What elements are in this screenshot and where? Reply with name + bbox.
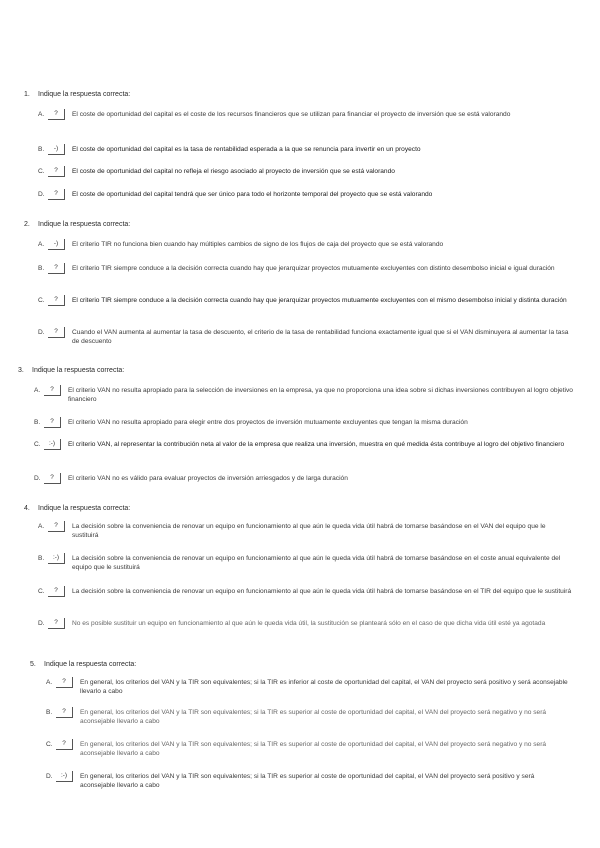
option-text: El criterio VAN no resulta apropiado para la selección de inversiones en la empresa, ya que no proporciona una idea sobre si dichas inversiones contribuyen al logro objetivo financiero bbox=[68, 387, 573, 404]
answer-mark: ? bbox=[48, 521, 65, 532]
question-title bbox=[24, 90, 130, 99]
question-number: 4. bbox=[24, 505, 30, 512]
answer-mark: ? bbox=[48, 586, 65, 597]
option-letter: C. bbox=[38, 168, 45, 175]
answer-mark: ? bbox=[56, 707, 73, 718]
option-letter: C. bbox=[34, 441, 41, 448]
option-letter: C. bbox=[46, 741, 53, 748]
answer-mark: ? bbox=[48, 263, 65, 274]
answer-mark: ? bbox=[48, 618, 65, 629]
option-text: El coste de oportunidad del capital es la tasa de rentabilidad esperada a la que se renuncia para invertir en un proyecto bbox=[72, 146, 421, 153]
option-text: En general, los criterios del VAN y la TIR son equivalentes; si la TIR es superior al coste de oportunidad del capital, el VAN del proyecto será negativo y no será aconsejable llevarlo a cabo bbox=[80, 741, 547, 758]
option-letter: B. bbox=[38, 146, 45, 153]
question-text: Indique la respuesta correcta: bbox=[44, 661, 137, 668]
option-letter: C. bbox=[38, 588, 45, 595]
answer-mark: -) bbox=[48, 144, 65, 155]
option-letter: A. bbox=[34, 387, 41, 394]
answer-mark: ? bbox=[48, 109, 65, 120]
option-letter: A. bbox=[38, 523, 45, 530]
question-text: Indique la respuesta correcta: bbox=[32, 367, 125, 374]
option-text: El criterio TIR siempre conduce a la decisión correcta cuando hay que jerarquizar proyectos mutuamente excluyentes con el mismo desembolso inicial y distinta duración bbox=[72, 297, 567, 304]
answer-mark: ? bbox=[48, 327, 65, 338]
answer-mark: :-) bbox=[48, 553, 65, 564]
answer-mark: ? bbox=[44, 417, 61, 428]
option-text: El coste de oportunidad del capital es el coste de los recursos financieros que se utilizan para financiar el proyecto de inversión que se está valorando bbox=[72, 111, 511, 118]
question-text: Indique la respuesta correcta: bbox=[38, 505, 131, 512]
answer-mark: ? bbox=[56, 739, 73, 750]
option-text: El criterio TIR no funciona bien cuando hay múltiples cambios de signo de los flujos de caja del proyecto que se está valorando bbox=[72, 241, 444, 248]
option-letter: D. bbox=[38, 191, 45, 198]
option-text: Cuando el VAN aumenta al aumentar la tasa de descuento, el criterio de la tasa de rentabilidad funciona exactamente igual que si el VAN disminuyera al aumentar la tasa de descuento bbox=[72, 329, 569, 346]
option-text: El criterio VAN, al representar la contribución neta al valor de la empresa que realiza una inversión, muestra en qué medida ésta contribuye al logro del objetivo financiero bbox=[68, 441, 565, 448]
option-letter: D. bbox=[38, 329, 45, 336]
question-number: 1. bbox=[24, 91, 30, 98]
answer-mark: ? bbox=[48, 295, 65, 306]
option-text: El coste de oportunidad del capital tendrá que ser único para todo el horizonte temporal del proyecto que se está valorando bbox=[72, 191, 433, 198]
option-letter: A. bbox=[38, 241, 45, 248]
option-letter: B. bbox=[38, 555, 45, 562]
option-text: En general, los criterios del VAN y la TIR son equivalentes; si la TIR es superior al coste de oportunidad del capital, el VAN del proyecto será positivo y será aconsejable llevarlo a cabo bbox=[80, 773, 535, 790]
option-text: En general, los criterios del VAN y la TIR son equivalentes; si la TIR es superior al coste de oportunidad del capital, el VAN del proyecto será negativo y no será aconsejable llevarlo a cabo bbox=[80, 709, 547, 726]
option-text: El criterio VAN no es válido para evaluar proyectos de inversión arriesgados y de larga duración bbox=[68, 475, 348, 482]
question-title bbox=[18, 366, 124, 375]
option-text: El coste de oportunidad del capital no refleja el riesgo asociado al proyecto de inversión que se está valorando bbox=[72, 168, 395, 175]
option-letter: B. bbox=[34, 419, 41, 426]
answer-mark: ? bbox=[44, 385, 61, 396]
question-title bbox=[30, 660, 136, 669]
question-number: 3. bbox=[18, 367, 24, 374]
option-letter: C. bbox=[38, 297, 45, 304]
option-letter: A. bbox=[46, 679, 53, 686]
option-letter: D. bbox=[38, 620, 45, 627]
question-title bbox=[24, 220, 130, 229]
question-text: Indique la respuesta correcta: bbox=[38, 91, 131, 98]
answer-mark: :-) bbox=[44, 439, 61, 450]
answer-mark: :-) bbox=[56, 771, 73, 782]
option-text: El criterio TIR siempre conduce a la decisión correcta cuando hay que jerarquizar proyectos mutuamente excluyentes con distinto desembolso inicial e igual duración bbox=[72, 265, 555, 272]
question-title bbox=[24, 504, 130, 513]
option-letter: D. bbox=[34, 475, 41, 482]
option-text: La decisión sobre la conveniencia de renovar un equipo en funcionamiento al que aún le queda vida útil habrá de tomarse basándose en el coste anual equivalente del equipo que le sustituirá bbox=[72, 555, 561, 572]
option-letter: B. bbox=[46, 709, 53, 716]
option-letter: A. bbox=[38, 111, 45, 118]
option-letter: D. bbox=[46, 773, 53, 780]
answer-mark: ? bbox=[56, 677, 73, 688]
option-text: La decisión sobre la conveniencia de renovar un equipo en funcionamiento al que aún le queda vida útil habrá de tomarse basándose en el TIR del equipo que le sustituirá bbox=[72, 588, 572, 595]
option-text: El criterio VAN no resulta apropiado para elegir entre dos proyectos de inversión mutuamente excluyentes que tengan la misma duración bbox=[68, 419, 468, 426]
option-text: No es posible sustituir un equipo en funcionamiento al que aún le queda vida útil, la sustitución se planteará sólo en el caso de que dicha vida útil esté ya agotada bbox=[72, 620, 546, 627]
question-number: 2. bbox=[24, 221, 30, 228]
answer-mark: -) bbox=[48, 239, 65, 250]
question-number: 5. bbox=[30, 661, 36, 668]
answer-mark: ? bbox=[48, 166, 65, 177]
question-text: Indique la respuesta correcta: bbox=[38, 221, 131, 228]
option-text: La decisión sobre la conveniencia de renovar un equipo en funcionamiento al que aún le queda vida útil habrá de tomarse basándose en el VAN del equipo que le sustituirá bbox=[72, 523, 546, 540]
option-letter: B. bbox=[38, 265, 45, 272]
answer-mark: ? bbox=[44, 473, 61, 484]
answer-mark: ? bbox=[48, 189, 65, 200]
option-text: En general, los criterios del VAN y la TIR son equivalentes; si la TIR es inferior al coste de oportunidad del capital, el VAN del proyecto será positivo y será aconsejable llevarlo a cabo bbox=[80, 679, 568, 696]
